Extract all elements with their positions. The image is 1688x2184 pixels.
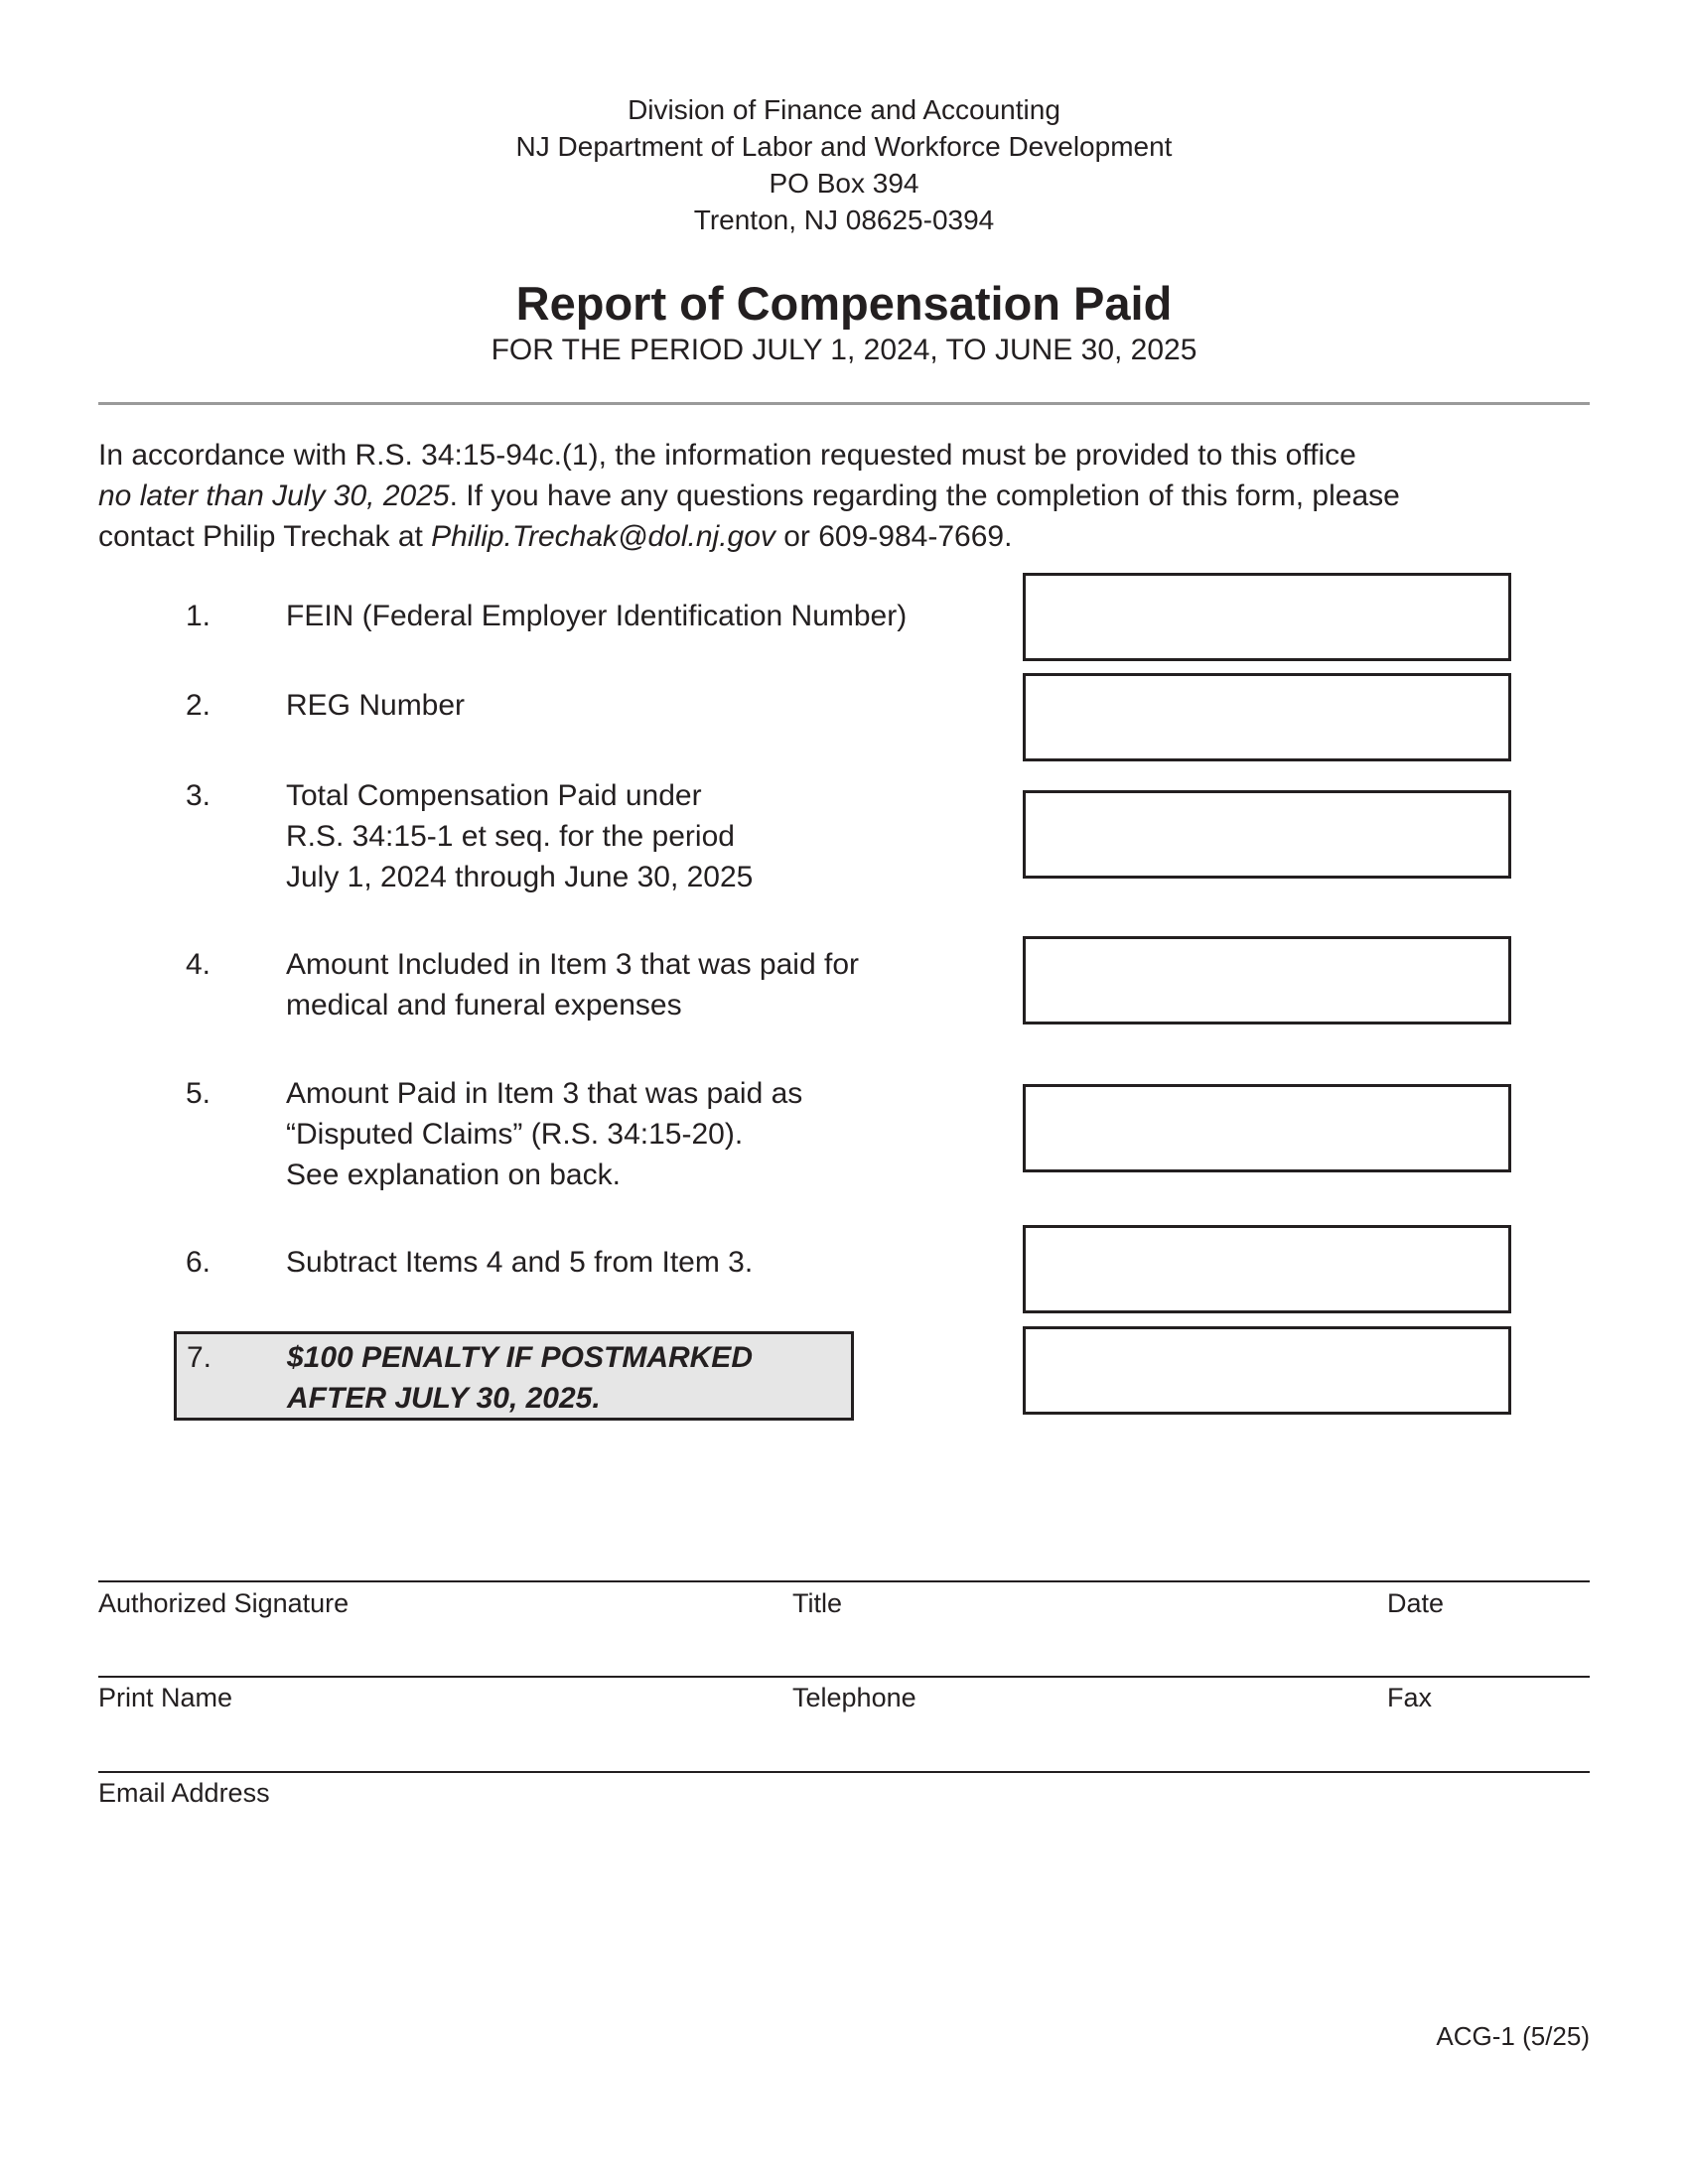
item-2-number: 2.	[186, 689, 211, 722]
item-3-label	[286, 775, 753, 897]
email-address-label: Email Address	[98, 1778, 270, 1808]
page-title: Report of Compensation Paid	[515, 277, 1173, 330]
contact-email-link[interactable]: Philip.Trechak@dol.nj.gov	[431, 520, 775, 553]
penalty-text-line: $100 PENALTY IF POSTMARKED	[287, 1341, 753, 1374]
header-divider	[98, 402, 1590, 405]
item-5-label	[286, 1073, 802, 1195]
item-2-label	[286, 685, 465, 726]
report-period: FOR THE PERIOD JULY 1, 2024, TO JUNE 30, 2025	[491, 334, 1197, 366]
item-5-label-line: “Disputed Claims” (R.S. 34:15-20).	[286, 1118, 744, 1151]
disputed-claims-input-box[interactable]	[1023, 1084, 1511, 1172]
item-1-label-line: FEIN (Federal Employer Identification Number)	[286, 600, 908, 632]
signature-line-3[interactable]	[98, 1771, 1590, 1773]
intro-text-2: . If you have any questions regarding the completion of this form, please	[449, 479, 1400, 512]
item-3-label-line: Total Compensation Paid under	[286, 779, 702, 812]
item-4-label	[286, 944, 859, 1025]
item-3-label-line: July 1, 2024 through June 30, 2025	[286, 861, 754, 893]
medical-funeral-input-box[interactable]	[1023, 936, 1511, 1024]
item-5-number: 5.	[186, 1077, 211, 1110]
item-4-number: 4.	[186, 948, 211, 981]
print-name-label: Print Name	[98, 1683, 233, 1712]
header-division: Division of Finance and Accounting	[628, 94, 1060, 125]
penalty-text	[287, 1337, 753, 1419]
item-4-label-line: medical and funeral expenses	[286, 989, 682, 1022]
penalty-text-line: AFTER JULY 30, 2025.	[287, 1382, 601, 1415]
header-po-box: PO Box 394	[769, 168, 919, 199]
signature-line-2[interactable]	[98, 1676, 1590, 1678]
title-label: Title	[792, 1588, 843, 1618]
intro-text-4: or 609-984-7669.	[774, 520, 1013, 553]
header-city: Trenton, NJ 08625-0394	[693, 205, 995, 235]
item-6-number: 6.	[186, 1246, 211, 1279]
item-6-label	[286, 1242, 753, 1283]
intro-text-3: contact Philip Trechak at	[98, 520, 432, 553]
item-5-label-line: Amount Paid in Item 3 that was paid as	[286, 1077, 803, 1110]
telephone-label: Telephone	[792, 1683, 916, 1712]
net-amount-input-box[interactable]	[1023, 1225, 1511, 1313]
header-department: NJ Department of Labor and Workforce Development	[515, 131, 1173, 162]
penalty-notice	[174, 1331, 854, 1421]
form-code: ACG-1 (5/25)	[1436, 2021, 1590, 2051]
intro-paragraph	[98, 435, 1608, 557]
fax-label: Fax	[1387, 1683, 1433, 1712]
date-label: Date	[1387, 1588, 1445, 1618]
fein-input-box[interactable]	[1023, 573, 1511, 661]
intro-deadline: no later than July 30, 2025	[98, 479, 450, 512]
item-4-label-line: Amount Included in Item 3 that was paid for	[286, 948, 859, 981]
authorized-signature-label: Authorized Signature	[98, 1588, 350, 1618]
item-5-label-line: See explanation on back.	[286, 1159, 621, 1191]
reg-number-input-box[interactable]	[1023, 673, 1511, 761]
penalty-input-box[interactable]	[1023, 1326, 1511, 1415]
item-2-label-line: REG Number	[286, 689, 466, 722]
intro-text-1: In accordance with R.S. 34:15-94c.(1), the information requested must be provided to this office	[98, 439, 1356, 472]
item-3-number: 3.	[186, 779, 211, 812]
total-compensation-input-box[interactable]	[1023, 790, 1511, 879]
item-1-label	[286, 596, 907, 636]
item-1-number: 1.	[186, 600, 211, 632]
signature-line-1[interactable]	[98, 1580, 1590, 1582]
item-3-label-line: R.S. 34:15-1 et seq. for the period	[286, 820, 735, 853]
item-6-label-line: Subtract Items 4 and 5 from Item 3.	[286, 1246, 754, 1279]
item-7-number: 7.	[187, 1341, 212, 1374]
